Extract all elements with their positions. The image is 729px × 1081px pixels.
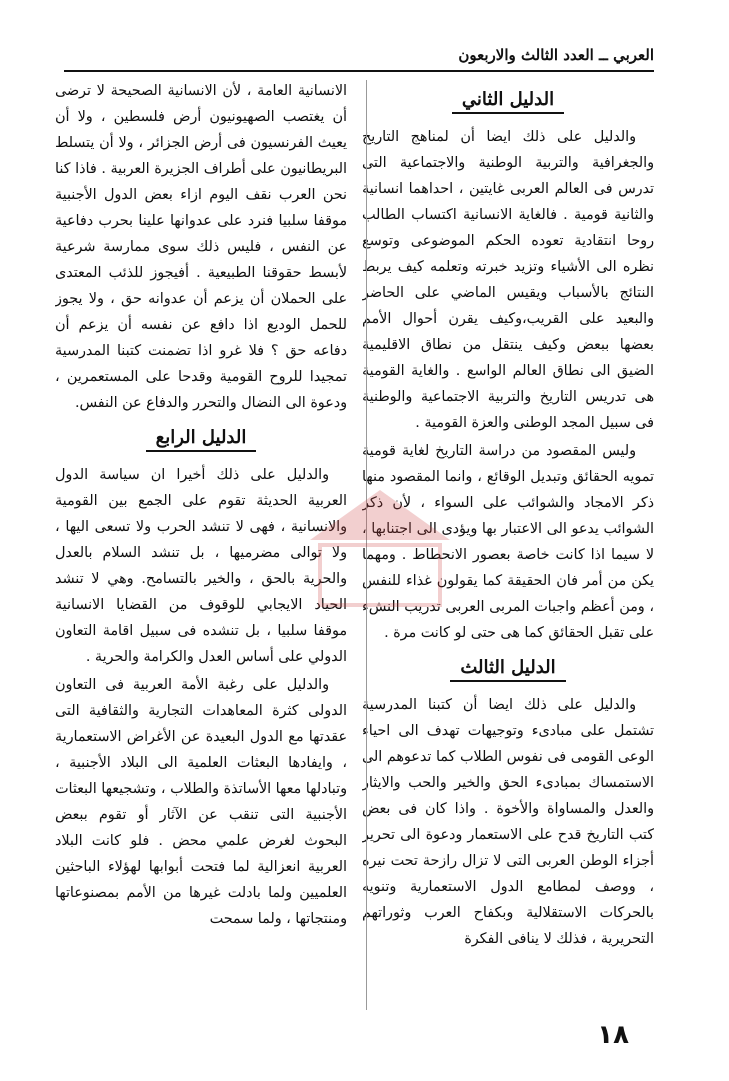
column-divider	[366, 80, 367, 1010]
paragraph: الانسانية العامة ، لأن الانسانية الصحيحة لا ترضى أن يغتصب الصهيونيون أرض فلسطين ، ولا أن يعيث الفرنسيون فى أرض الجزائر ، ولا أن يتسلط البريطانيون على أطراف الجزيرة العربية . فاذا كنا نحن العرب نقف اليوم ازاء بعض الدول الأجنبية موقفا سلبيا فنرد على عدوانها علينا بحرب دفاعية عن النفس ، فليس ذلك سوى ممارسة شرعية لأبسط حقوقنا الطبيعية . أفيجوز للذئب المعتدى على الحملان أن يزعم أن عدوانه حق ، ولا يجوز للحمل الوديع اذا دافع عن نفسه أن يزعم أن دفاعه حق ؟ فلا غرو اذا تضمنت كتبنا المدرسية تمجيدا للروح القومية وقدحا على المستعمرين ، ودعوة الى النضال والتحرر والدفاع عن النفس.	[55, 83, 347, 411]
section-heading-second	[362, 86, 654, 114]
running-head: العربي ــ العدد الثالث والاربعون	[458, 46, 654, 64]
paragraph: والدليل على ذلك ايضا أن كتبنا المدرسية تشتمل على مبادىء وتوجيهات تهدف الى احياء الوعى القومى فى نفوس الطلاب كما تدعوهم الى الاستمساك بمبادىء الحق والخير والحب والايثار والعدل والمساواة والأخوة . واذا كان فى بعض كتب التاريخ قدح على الاستعمار ودعوة الى تحرير أجزاء الوطن العربى التى لا تزال رازحة تحت نيره ، ووصف لمطامع الدول الاستعمارية وتنويه بالحركات الاستقلالية وبكفاح العرب وثوراتهم التحريرية ، فذلك لا ينافى الفكرة	[362, 697, 654, 947]
paragraph: والدليل على رغبة الأمة العربية فى التعاون الدولى كثرة المعاهدات التجارية والثقافية التى عقدتها مع الدول البعيدة عن الأغراض الاستعمارية ، وايفادها البعثات العلمية الى البلاد الأجنبية ، وتبادلها معها الأساتذة والطلاب ، وتشجيعها البعثات الأجنبية التى تنقب عن الآثار أو تقوم ببعض البحوث لغرض علمي محض . فلو كانت البلاد العربية انعزالية لما فتحت أبوابها لهؤلاء الباحثين العلميين ولما بادلت غيرها من الأمم بمصنوعاتها ومنتجاتها ، ولما سمحت	[55, 677, 347, 927]
left-column	[55, 78, 347, 1018]
paragraph: وليس المقصود من دراسة التاريخ لغاية قومية تمويه الحقائق وتبديل الوقائع ، وانما المقصود منها ذكر الامجاد والشوائب على السواء ، لأن ذكر الشوائب يدعو الى الاعتبار بها ويؤدى الى اجتنابها ، لا سيما اذا كانت خاصة بعصور الانحطاط . ومهما يكن من أمر فان الحقيقة كما يقولون غذاء للنفس ، ومن أعظم واجبات المربى العربى تدريب النشء على تقبل الحقائق كما هى حتى لو كانت مرة .	[362, 443, 654, 641]
section-heading-third-text: الدليل الثالث	[450, 657, 565, 682]
paragraph: والدليل على ذلك أخيرا ان سياسة الدول العربية الحديثة تقوم على الجمع بين القومية والانسانية ، فهى لا تنشد الحرب ولا تسعى اليها ، ولا توالى مضرميها ، بل تنشد السلام بالعدل والحرية بالحق ، والخير بالتسامح. وهي لا تنشد الحياد الايجابي للوقوف من القضايا الانسانية موقفا سلبيا ، بل تنشده فى سبيل اقامة التعاون الدولي على أساس العدل والكرامة والحرية .	[55, 467, 347, 665]
section-heading-fourth-text: الدليل الرابع	[146, 427, 257, 452]
right-column	[362, 78, 654, 1018]
section-heading-third	[362, 654, 654, 682]
page-number: ١٨	[597, 1020, 629, 1050]
header-rule	[64, 70, 654, 72]
section-heading-second-text: الدليل الثاني	[452, 89, 564, 114]
paragraph: والدليل على ذلك ايضا أن لمناهج التاريخ والجغرافية والتربية الوطنية والاجتماعية التى تدرس فى العالم العربى غايتين ، احداهما انسانية والثانية قومية . فالغاية الانسانية اكتساب الطالب روحا انتقادية تعوده الحكم الموضوعى وتوسع نظره الى الأشياء وتزيد خبرته وتعلمه كيف يربط النتائج بالأسباب ويقيس الماضي على الحاضر والبعيد على القريب،وكيف يقرن أحوال الأمم بعضها ببعض وكيف ينتقل من نطاق الاقليمية الضيق الى نطاق العالم الواسع . والغاية القومية هى تدريس التاريخ والتربية الاجتماعية والوطنية فى سبيل المجد الوطنى والعزة القومية .	[362, 129, 654, 431]
section-heading-fourth	[55, 424, 347, 452]
